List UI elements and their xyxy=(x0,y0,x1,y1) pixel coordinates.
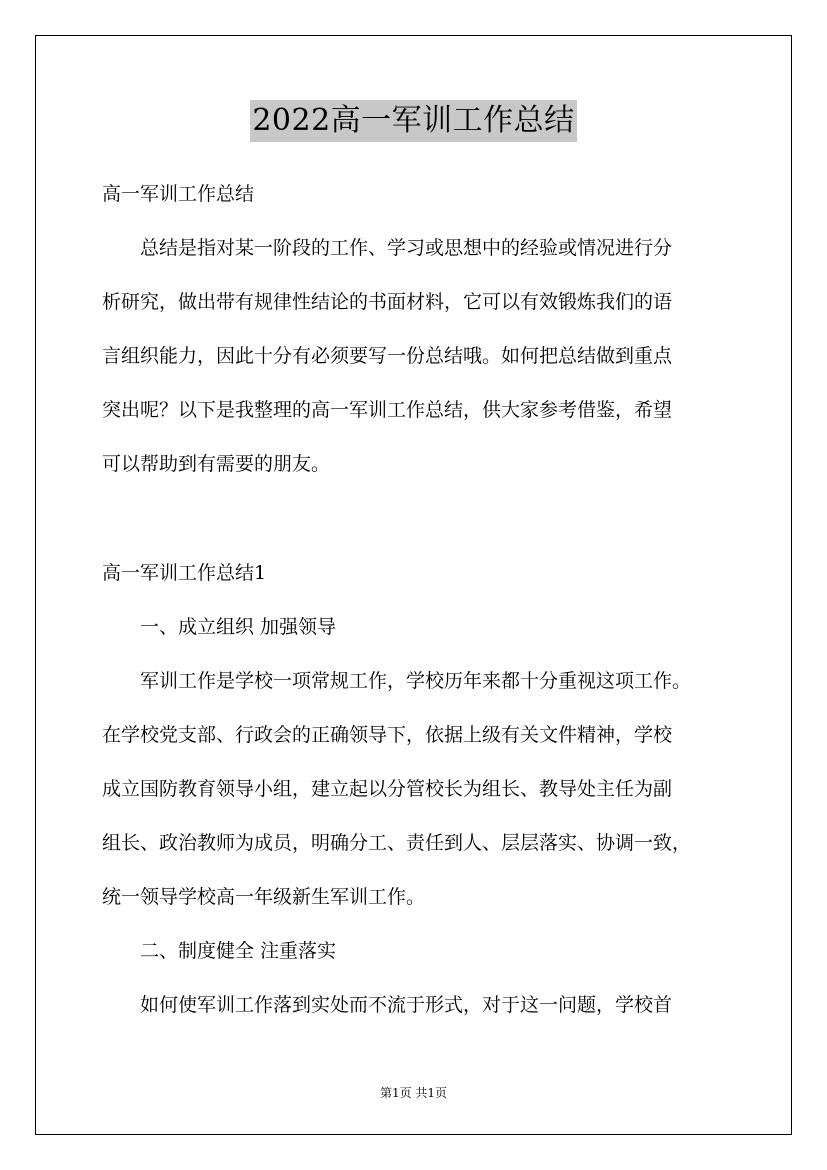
intro-line: 突出呢？以下是我整理的高一军训工作总结，供大家参考借鉴，希望 xyxy=(102,399,673,421)
title-wrap xyxy=(0,100,827,142)
intro-line: 析研究，做出带有规律性结论的书面材料，它可以有效锻炼我们的语 xyxy=(102,291,673,313)
point-heading: 一、成立组织 加强领导 xyxy=(140,616,337,638)
paragraph-line: 成立国防教育领导小组，建立起以分管校长为组长、教导处主任为副 xyxy=(102,778,673,800)
paragraph-line: 如何使军训工作落到实处而不流于形式，对于这一问题，学校首 xyxy=(140,994,673,1016)
paragraph-line: 统一领导学校高一年级新生军训工作。 xyxy=(102,886,426,908)
page-footer: 第1页 共1页 xyxy=(379,1086,448,1100)
intro-line: 可以帮助到有需要的朋友。 xyxy=(102,453,331,475)
section-heading: 高一军训工作总结1 xyxy=(102,562,267,584)
paragraph-line: 组长、政治教师为成员，明确分工、责任到人、层层落实、协调一致， xyxy=(102,832,692,854)
intro-line: 总结是指对某一阶段的工作、学习或思想中的经验或情况进行分 xyxy=(140,237,673,259)
paragraph-line: 在学校党支部、行政会的正确领导下，依据上级有关文件精神，学校 xyxy=(102,724,673,746)
document-title: 2022高一军训工作总结 xyxy=(250,100,576,142)
intro-line: 言组织能力，因此十分有必须要写一份总结哦。如何把总结做到重点 xyxy=(102,345,673,367)
paragraph-line: 军训工作是学校一项常规工作，学校历年来都十分重视这项工作。 xyxy=(140,670,692,692)
subtitle: 高一军训工作总结 xyxy=(102,183,255,205)
point-heading: 二、制度健全 注重落实 xyxy=(140,940,337,962)
